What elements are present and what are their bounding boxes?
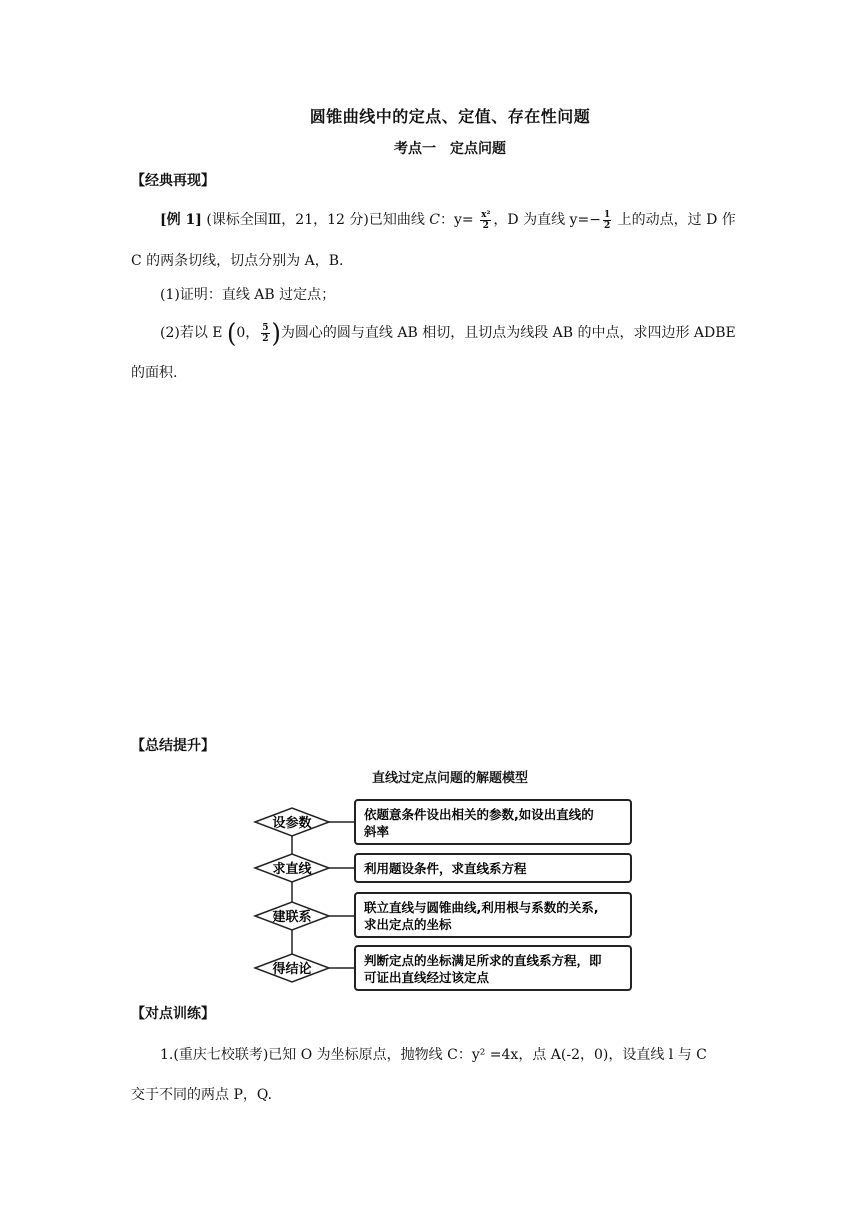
practice-line-2: 交于不同的两点 P，Q. (131, 1087, 273, 1103)
diagram-title: 直线过定点问题的解题模型 (371, 771, 528, 786)
example-question-1: (1)证明：直线 AB 过定点； (160, 287, 336, 303)
moving-text: 上的动点，过 D 作 (613, 212, 736, 228)
page-subtitle: 考点一 定点问题 (394, 141, 506, 157)
q2-suffix: 为圆心的圆与直线 AB 相切，且切点为线段 AB 的中点，求四边形 ADBE (280, 325, 736, 341)
flow-step-set-params (255, 800, 631, 844)
example-question-2 (160, 317, 736, 349)
flow-step-conclude (255, 946, 631, 990)
practice-line-1: 1.(重庆七校联考)已知 O 为坐标原点，抛物线 C：y² =4x，点 A(-2，0)，设直线 l 与 C (160, 1047, 707, 1063)
line-text: 为直线 y=− (518, 212, 601, 228)
fraction-1-over-2: $\frac{1}{2}$ (603, 209, 611, 231)
example-label: [例 1] (160, 212, 202, 228)
svg-text:联立直线与圆锥曲线,利用根与系数的关系,: 联立直线与圆锥曲线,利用根与系数的关系, (364, 900, 599, 915)
q2-point-x: 0， (236, 325, 260, 341)
flow-step-build-relation (255, 893, 631, 937)
curve-name: C (429, 212, 441, 228)
left-paren: ( (226, 317, 237, 349)
page-title: 圆锥曲线中的定点、定值、存在性问题 (309, 107, 591, 126)
example-question-2-cont: 的面积. (131, 365, 178, 381)
svg-text:求直线: 求直线 (272, 862, 312, 877)
point-d: ，D (493, 212, 519, 228)
svg-text:设参数: 设参数 (272, 816, 312, 831)
example-source: (课标全国Ⅲ，21，12 分)已知曲线 (206, 212, 425, 228)
svg-text:斜率: 斜率 (364, 824, 390, 839)
example-line-2: C 的两条切线，切点分别为 A，B. (131, 253, 344, 269)
svg-text:建联系: 建联系 (272, 910, 312, 925)
svg-text:可证出直线经过该定点: 可证出直线经过该定点 (364, 970, 490, 985)
curve-eq: ：y= (440, 212, 474, 228)
section-heading-practice: 【对点训练】 (131, 1006, 215, 1022)
svg-text:求出定点的坐标: 求出定点的坐标 (364, 917, 452, 932)
q2-prefix: (2)若以 E (160, 325, 227, 341)
example-line-1 (160, 209, 736, 231)
svg-text:依题意条件设出相关的参数,如设出直线的: 依题意条件设出相关的参数,如设出直线的 (364, 807, 594, 822)
svg-text:得结论: 得结论 (272, 962, 312, 977)
svg-text:判断定点的坐标满足所求的直线系方程，即: 判断定点的坐标满足所求的直线系方程，即 (364, 953, 602, 968)
section-heading-classic: 【经典再现】 (131, 173, 215, 189)
section-heading-summary: 【总结提升】 (131, 738, 215, 754)
flow-step-find-line (255, 854, 631, 882)
fraction-x2-over-2: $\frac{\text{x²}}{2}$ (481, 209, 491, 231)
right-paren: ) (271, 317, 281, 349)
solution-flowchart (250, 790, 640, 1000)
fraction-5-over-2: $\frac{5}{2}$ (262, 322, 269, 344)
svg-text:利用题设条件，求直线系方程: 利用题设条件，求直线系方程 (364, 861, 527, 876)
